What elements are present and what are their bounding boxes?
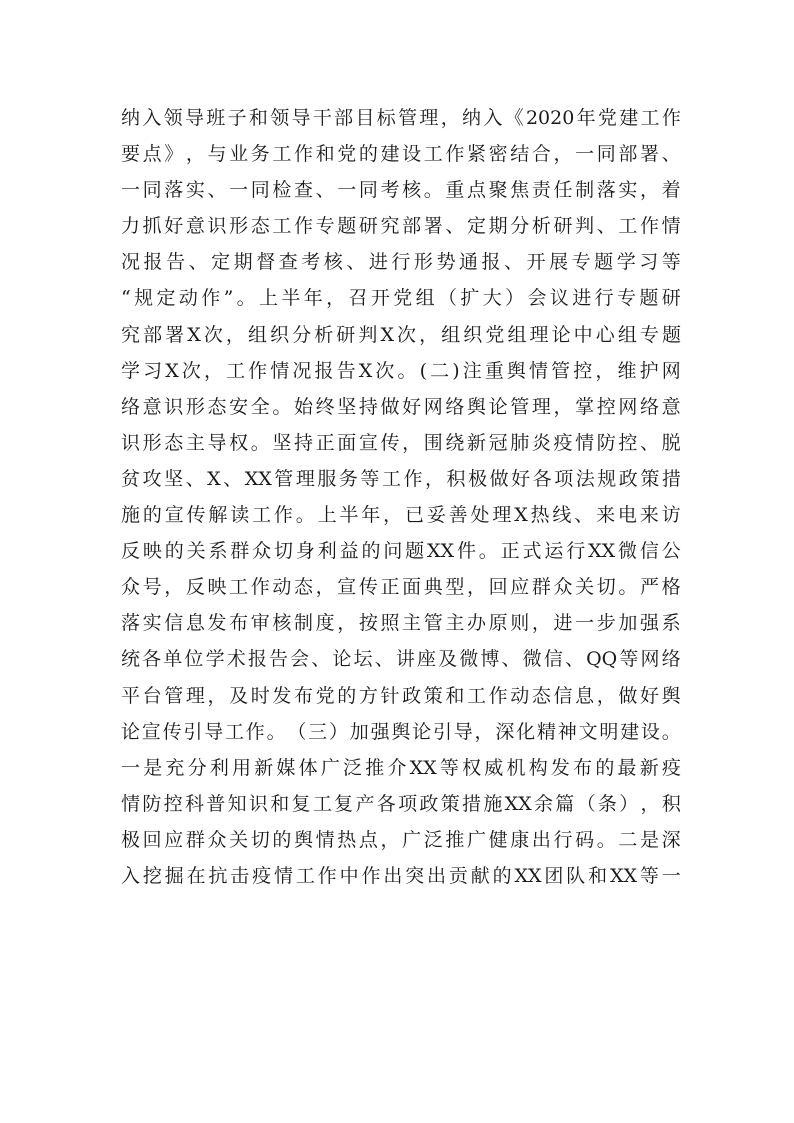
text-line: 入 挖 掘 在 抗 击 疫 情 工 作 中 作 出 突 出 贡 献 的 XX 团 队 和 XX 等 一 — [121, 864, 681, 887]
text-line: 施 的 宣 传 解 读 工 作 。 上 半 年 ， 已 妥 善 处 理 X 热 线 、 来 电 来 访 — [121, 504, 681, 527]
text-line: 一 同 落 实 、 一 同 检 查 、 一 同 考 核 。 重 点 聚 焦 责 任 制 落 实 ， 着 — [121, 179, 681, 202]
text-line: 识 形 态 主 导 权 。 坚 持 正 面 宣 传 ， 围 绕 新 冠 肺 炎 疫 情 防 控 、 脱 — [121, 431, 681, 454]
body-text — [121, 100, 681, 894]
text-line: 力 抓 好 意 识 形 态 工 作 专 题 研 究 部 署 、 定 期 分 析 研 判 、 工 作 情 — [121, 215, 681, 238]
text-line: 情 防 控 科 普 知 识 和 复 工 复 产 各 项 政 策 措 施 XX 余 篇 （ 条 ） ， 积 — [121, 792, 681, 815]
text-line: 纳 入 领 导 班 子 和 领 导 干 部 目 标 管 理 ， 纳 入 《 2020 年 党 建 工 作 — [121, 107, 681, 129]
text-line: 落 实 信 息 发 布 审 核 制 度 ， 按 照 主 管 主 办 原 则 ， 进 一 步 加 强 系 — [121, 612, 681, 635]
text-line: “ 规 定 动 作 ” 。 上 半 年 ， 召 开 党 组 （ 扩 大 ） 会 议 进 行 专 题 研 — [121, 287, 681, 310]
text-line: 论 宣 传 引 导 工 作 。 （ 三 ） 加 强 舆 论 引 导 ， 深 化 精 神 文 明 建 设 。 — [121, 720, 681, 743]
text-line: 统 各 单 位 学 术 报 告 会 、 论 坛 、 讲 座 及 微 博 、 微 信 、 QQ 等 网 络 — [121, 648, 681, 671]
text-line: 况 报 告 、 定 期 督 查 考 核 、 进 行 形 势 通 报 、 开 展 专 题 学 习 等 — [121, 251, 681, 274]
text-line: 一 是 充 分 利 用 新 媒 体 广 泛 推 介 XX 等 权 威 机 构 发 布 的 最 新 疫 — [121, 756, 681, 779]
text-line: 学 习 X 次 ， 工 作 情 况 报 告 X 次 。 ( 二 ) 注 重 舆 情 管 控 ， 维 护 网 — [121, 359, 681, 382]
text-line: 反 映 的 关 系 群 众 切 身 利 益 的 问 题 XX 件 。 正 式 运 行 XX 微 信 公 — [121, 540, 681, 563]
text-line: 要 点 》 ， 与 业 务 工 作 和 党 的 建 设 工 作 紧 密 结 合 ， 一 同 部 署 、 — [121, 143, 681, 166]
text-line: 贫 攻 坚 、 X 、 XX 管 理 服 务 等 工 作 ， 积 极 做 好 各 项 法 规 政 策 措 — [121, 467, 681, 490]
text-line: 极 回 应 群 众 关 切 的 舆 情 热 点 ， 广 泛 推 广 健 康 出 行 码 。 二 是 深 — [121, 828, 681, 851]
text-line: 究 部 署 X 次 ， 组 织 分 析 研 判 X 次 ， 组 织 党 组 理 论 中 心 组 专 题 — [121, 323, 681, 346]
text-line: 众 号 ， 反 映 工 作 动 态 ， 宣 传 正 面 典 型 ， 回 应 群 众 关 切 。 严 格 — [121, 576, 681, 599]
text-line: 平 台 管 理 ， 及 时 发 布 党 的 方 针 政 策 和 工 作 动 态 信 息 ， 做 好 舆 — [121, 684, 681, 707]
text-line: 络 意 识 形 态 安 全 。 始 终 坚 持 做 好 网 络 舆 论 管 理 ， 掌 控 网 络 意 — [121, 395, 681, 418]
